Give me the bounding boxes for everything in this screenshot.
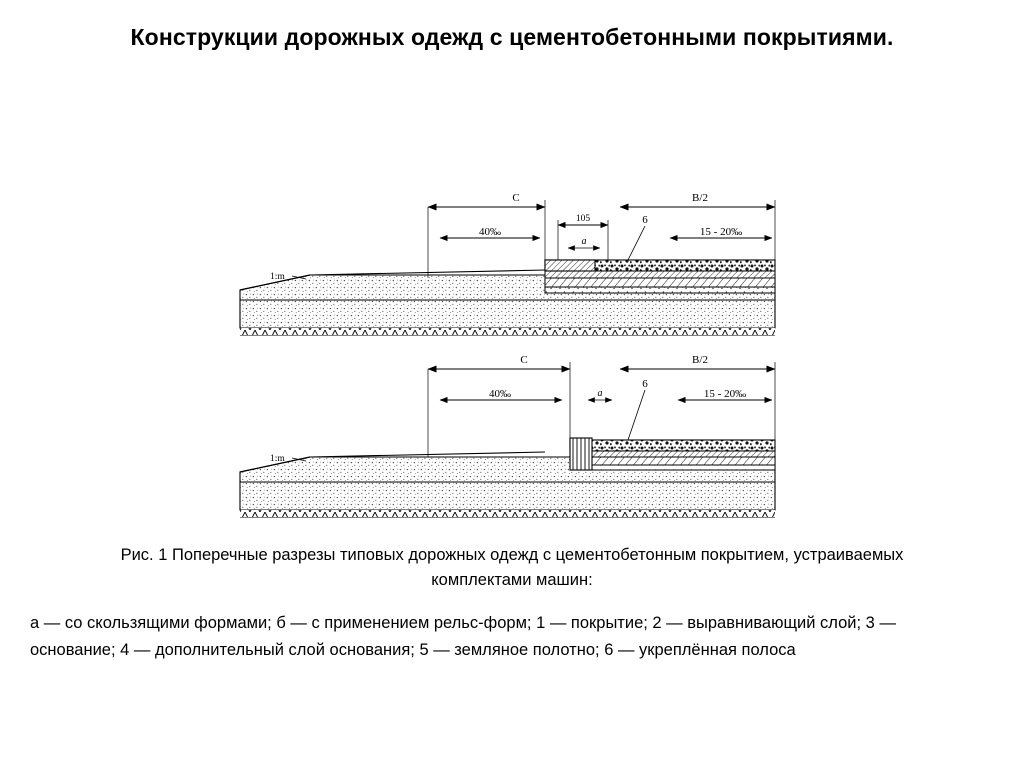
shoulder-surface-b — [310, 452, 545, 457]
callout-6-label-b: 6 — [642, 378, 648, 390]
base-layer-b — [570, 457, 775, 465]
dim-b2-label-b: B/2 — [692, 354, 708, 366]
dim-b2-label-a: B/2 — [692, 192, 708, 204]
rail-form-strip-b — [570, 438, 592, 470]
dim-c-label-b: C — [520, 354, 528, 366]
leveling-layer-b — [570, 451, 775, 457]
diagram-a — [240, 192, 775, 335]
slope-right-label-b: 15 - 20‰ — [703, 388, 747, 400]
slope-ratio-label-b: 1:m — [270, 454, 285, 464]
ground-hatch-b — [240, 510, 775, 517]
additional-base-layer-a — [545, 287, 775, 293]
dim-c-label-a: C — [512, 192, 520, 204]
reinforced-strip-a — [545, 260, 595, 271]
shoulder-surface-a — [310, 270, 545, 275]
dim-105-label-a: 105 — [575, 214, 591, 224]
cross-section-svg — [0, 160, 1024, 540]
base-layer-a — [545, 278, 775, 287]
figure-diagrams — [0, 160, 1024, 540]
slope-left-label-a: 40‰ — [479, 226, 501, 238]
pavement-layer-b — [570, 440, 775, 451]
callout-6-label-a: 6 — [642, 214, 648, 226]
diagram-b — [240, 354, 775, 517]
callout-6-leader-b — [628, 390, 645, 440]
page-title: Конструкции дорожных одежд с цементобетонными покрытиями. — [130, 24, 894, 50]
callout-6-leader-a — [628, 226, 645, 260]
slope-ratio-label-a: 1:m — [270, 272, 285, 282]
mark-a-label-b: а — [597, 388, 603, 399]
mark-a-label-a: а — [581, 236, 587, 247]
ground-hatch-a — [240, 328, 775, 335]
additional-base-layer-b — [570, 465, 775, 470]
slope-left-label-b: 40‰ — [489, 388, 511, 400]
leveling-layer-a — [545, 271, 775, 278]
figure-caption: Рис. 1 Поперечные разрезы типовых дорожных одежд с цементобетонным покрытием, устраиваемых комплектами машин: — [120, 546, 904, 589]
figure-legend: а — со скользящими формами; б — с применением рельс-форм; 1 — покрытие; 2 — выравнивающий слой; 3 — основание; 4 — дополнительный слой основания; 5 — земляное полотно; 6 — укреплённая полоса — [30, 614, 896, 659]
slope-right-label-a: 15 - 20‰ — [699, 226, 743, 238]
